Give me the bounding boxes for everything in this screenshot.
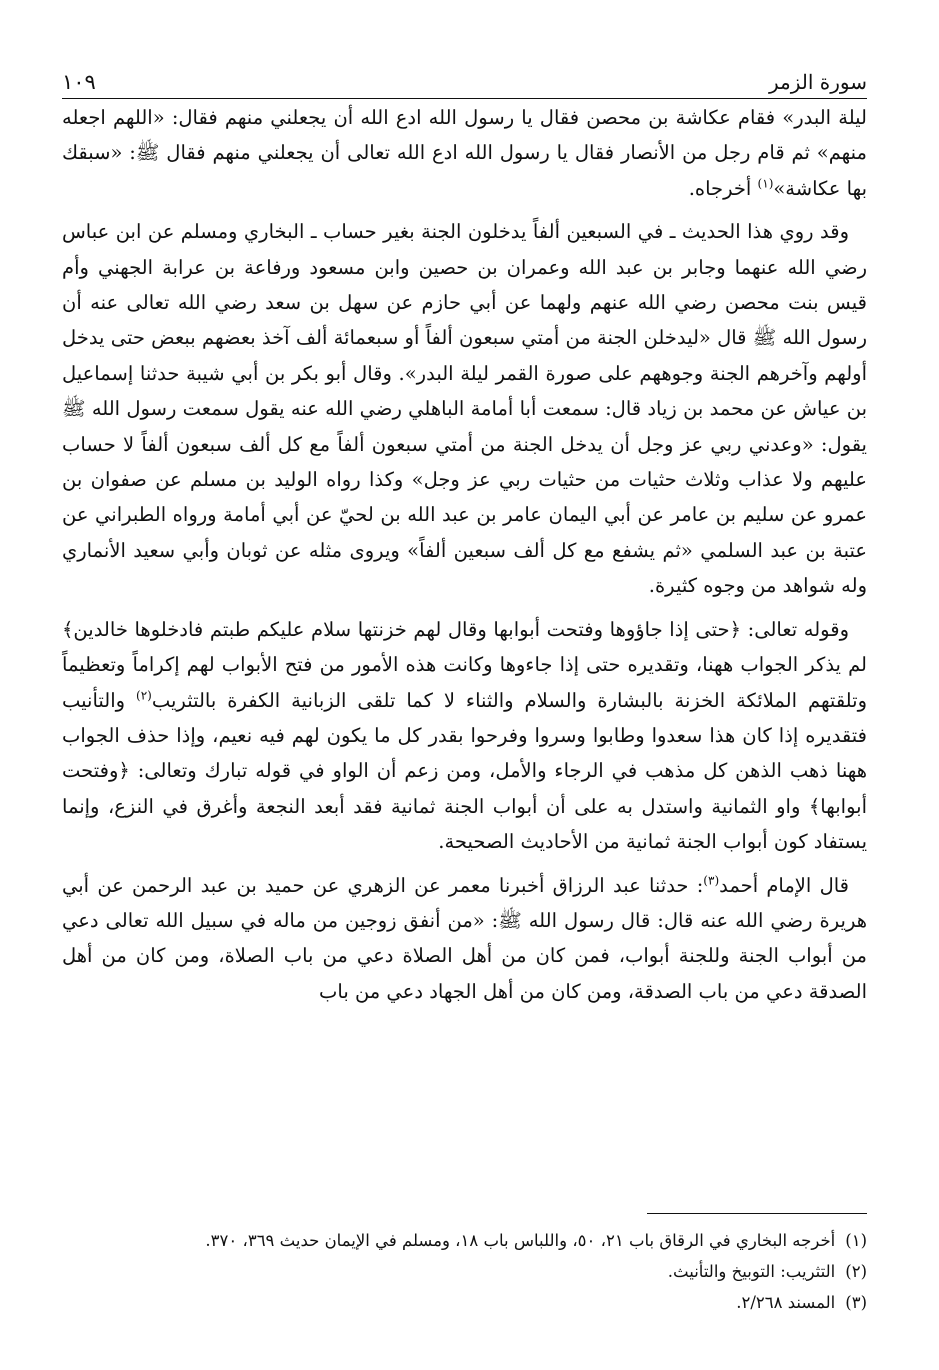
footnote-2	[62, 1256, 867, 1287]
page-number: ١٠٩	[62, 70, 96, 94]
paragraph-1: ليلة البدر» فقام عكاشة بن محصن فقال يا رسول الله ادع الله أن يجعلني منهم فقال: «اللهم اجعله منهم» ثم قام رجل من الأنصار فقال يا رسول الله ادع الله تعالى أن يجعلني منهم فقال ﷺ: «سبقك بها عكاشة»$^{(١)}$ أخرجاه.	[62, 106, 867, 200]
footnotes	[62, 1225, 867, 1318]
footnote-3	[62, 1287, 867, 1318]
footnote-mark: (٢)	[845, 1262, 867, 1281]
footnote-mark: (٣)	[845, 1293, 867, 1312]
footnote-ref-1: (١)	[757, 176, 774, 191]
footnote-1	[62, 1225, 867, 1256]
paragraph-2: وقد روي هذا الحديث ـ في السبعين ألفاً يدخلون الجنة بغير حساب ـ البخاري ومسلم عن ابن عباس رضي الله عنهما وجابر بن عبد الله وعمران بن حصين وابن مسعود ورفاعة بن عرابة الجهني وأم قيس بنت محصن رضي الله عنهم ولهما عن أبي حازم عن سهل بن سعد رضي الله تعالى عنه أن رسول الله ﷺ قال «ليدخلن الجنة من أمتي سبعون ألفاً أو سبعمائة ألف آخذ بعضهم ببعض حتى يدخل أولهم وآخرهم الجنة وجوههم على صورة القمر ليلة البدر». وقال أبو بكر بن أبي شيبة حدثنا إسماعيل بن عياش عن محمد بن زياد قال: سمعت أبا أمامة الباهلي رضي الله عنه يقول سمعت رسول الله ﷺ يقول: «وعدني ربي عز وجل أن يدخل الجنة من أمتي سبعون ألفاً مع كل ألف سبعون ألفاً لا حساب عليهم ولا عذاب وثلاث حثيات من حثيات ربي عز وجل» وكذا رواه الوليد بن مسلم عن صفوان بن عمرو عن سليم بن عامر عن أبي اليمان عامر بن عبد الله بن لحيّ عن أبي أمامة ورواه الطبراني عن عتبة بن عبد السلمي «ثم يشفع مع كل ألف سبعين ألفاً» ويروى مثله عن ثوبان وأبي سعيد الأنماري وله شواهد من وجوه كثيرة.	[62, 220, 867, 598]
footnote-text: التثريب: التوبيخ والتأنيث.	[667, 1262, 836, 1281]
running-title: سورة الزمر	[768, 70, 867, 94]
footnote-separator	[647, 1213, 867, 1214]
paragraph-3: وقوله تعالى: ﴿حتى إذا جاؤوها وفتحت أبوابها وقال لهم خزنتها سلام عليكم طبتم فادخلوها خالدين﴾ لم يذكر الجواب ههنا، وتقديره حتى إذا جاءوها وكانت هذه الأمور من فتح الأبواب لهم إكراماً وتعظيماً وتلقتهم الملائكة الخزنة بالبشارة والسلام والثناء لا كما تلقى الزبانية الكفرة بالتثريب$^{(٢)}$ والتأنيب فتقديره إذا كان هذا سعدوا وطابوا وسروا وفرحوا بقدر كل ما يكون لهم فيه نعيم، وإذا حذف الجواب ههنا ذهب الذهن كل مذهب في الرجاء والأمل، ومن زعم أن الواو في قوله تبارك وتعالى: ﴿وفتحت أبوابها﴾ واو الثمانية واستدل به على أن أبواب الجنة ثمانية فقد أبعد النجعة وأغرق في النزع، وإنما يستفاد كون أبواب الجنة ثمانية من الأحاديث الصحيحة.	[62, 617, 867, 854]
footnote-text: المسند ٢/٢٦٨.	[736, 1293, 836, 1312]
footnote-mark: (١)	[845, 1231, 867, 1250]
page-header	[62, 58, 867, 99]
footnote-ref-3: (٣)	[703, 873, 720, 888]
main-text	[62, 100, 867, 1017]
footnote-text: أخرجه البخاري في الرقاق باب ٢١، ٥٠، واللباس باب ١٨، ومسلم في الإيمان حديث ٣٦٩، ٣٧٠.	[205, 1231, 836, 1250]
footnote-ref-2: (٢)	[136, 688, 152, 702]
paragraph-4: قال الإمام أحمد$^{(٣)}$: حدثنا عبد الرزاق أخبرنا معمر عن الزهري عن حميد بن عبد الرحمن عن أبي هريرة رضي الله عنه قال: قال رسول الله ﷺ: «من أنفق زوجين من ماله في سبيل الله تعالى دعي من أبواب الجنة وللجنة أبواب، فمن كان من أهل الصلاة دعي من باب الصلاة، ومن كان من أهل الصدقة دعي من باب الصدقة، ومن كان من أهل الجهاد دعي من باب	[62, 873, 867, 1003]
